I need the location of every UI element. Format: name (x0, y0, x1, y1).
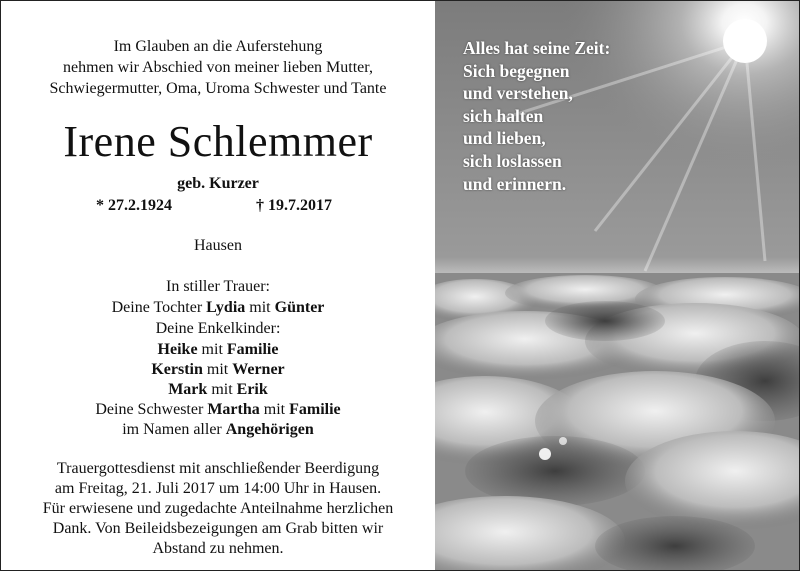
birth-name: geb. Kurzer (177, 175, 259, 192)
sky-clouds-photo (435, 1, 799, 570)
poem-line: sich halten (463, 105, 544, 126)
mourner-line (1, 298, 435, 318)
mourner-name: Günter (274, 299, 325, 316)
mourner-line (1, 360, 435, 380)
service-line-3: Für erwiesene und zugedachte Anteilnahme herzlichen (42, 500, 394, 517)
mourner-name: Familie (289, 401, 341, 418)
mourner-text: Deine Enkelkinder: (155, 320, 281, 337)
service-line-4: Dank. Von Beileidsbezeigungen am Grab bitten wir (52, 520, 384, 537)
mourner-line (1, 420, 435, 440)
intro-line-1: Im Glauben an die Auferstehung (113, 38, 323, 55)
mourner-line (1, 340, 435, 360)
mourner-text: mit (207, 381, 237, 398)
mourners-heading: In stiller Trauer: (166, 278, 270, 295)
mourner-name: Familie (226, 341, 279, 358)
mourner-text: Deine Schwester (95, 401, 208, 418)
mourner-name: Erik (236, 381, 268, 398)
deceased-name: Irene Schlemmer (63, 117, 373, 166)
birth-date: * 27.2.1924 (96, 197, 172, 214)
poem-line: Sich begegnen (463, 60, 570, 81)
mourner-text: Deine Tochter (111, 299, 207, 316)
poem-line: sich loslassen (463, 150, 562, 171)
place: Hausen (194, 237, 242, 254)
mourner-text: mit (197, 341, 227, 358)
service-line-5: Abstand zu nehmen. (152, 540, 284, 557)
mourner-name: Mark (168, 381, 208, 398)
poem-line: und erinnern. (463, 173, 567, 194)
mourner-name: Lydia (206, 299, 246, 316)
mourner-name: Heike (157, 341, 198, 358)
mourner-name: Kerstin (151, 361, 203, 378)
service-line-2: am Freitag, 21. Juli 2017 um 14:00 Uhr in Hausen. (54, 480, 382, 497)
mourner-name: Angehörigen (225, 421, 314, 438)
mourner-text: mit (202, 361, 233, 378)
poem-line: und verstehen, (463, 83, 573, 104)
death-date: † 19.7.2017 (256, 197, 332, 214)
mourner-line (1, 400, 435, 420)
intro-line-2: nehmen wir Abschied von meiner lieben Mutter, (63, 59, 373, 76)
cloud-layer (435, 273, 799, 570)
mourner-text: mit (245, 299, 275, 316)
mourner-text: mit (259, 401, 290, 418)
poem-line: und lieben, (463, 128, 546, 149)
mourner-line (1, 380, 435, 400)
poem-line: Alles hat seine Zeit: (463, 38, 611, 58)
intro-line-3: Schwiegermutter, Oma, Uroma Schwester und Tante (49, 80, 387, 97)
mourner-line (1, 319, 435, 339)
service-line-1: Trauergottesdienst mit anschließender Beerdigung (56, 460, 380, 477)
poem (463, 37, 610, 195)
mourner-name: Werner (232, 361, 285, 378)
mourner-name: Martha (207, 401, 260, 418)
mourner-text: im Namen aller (122, 421, 226, 438)
obituary-text-panel (1, 1, 435, 570)
